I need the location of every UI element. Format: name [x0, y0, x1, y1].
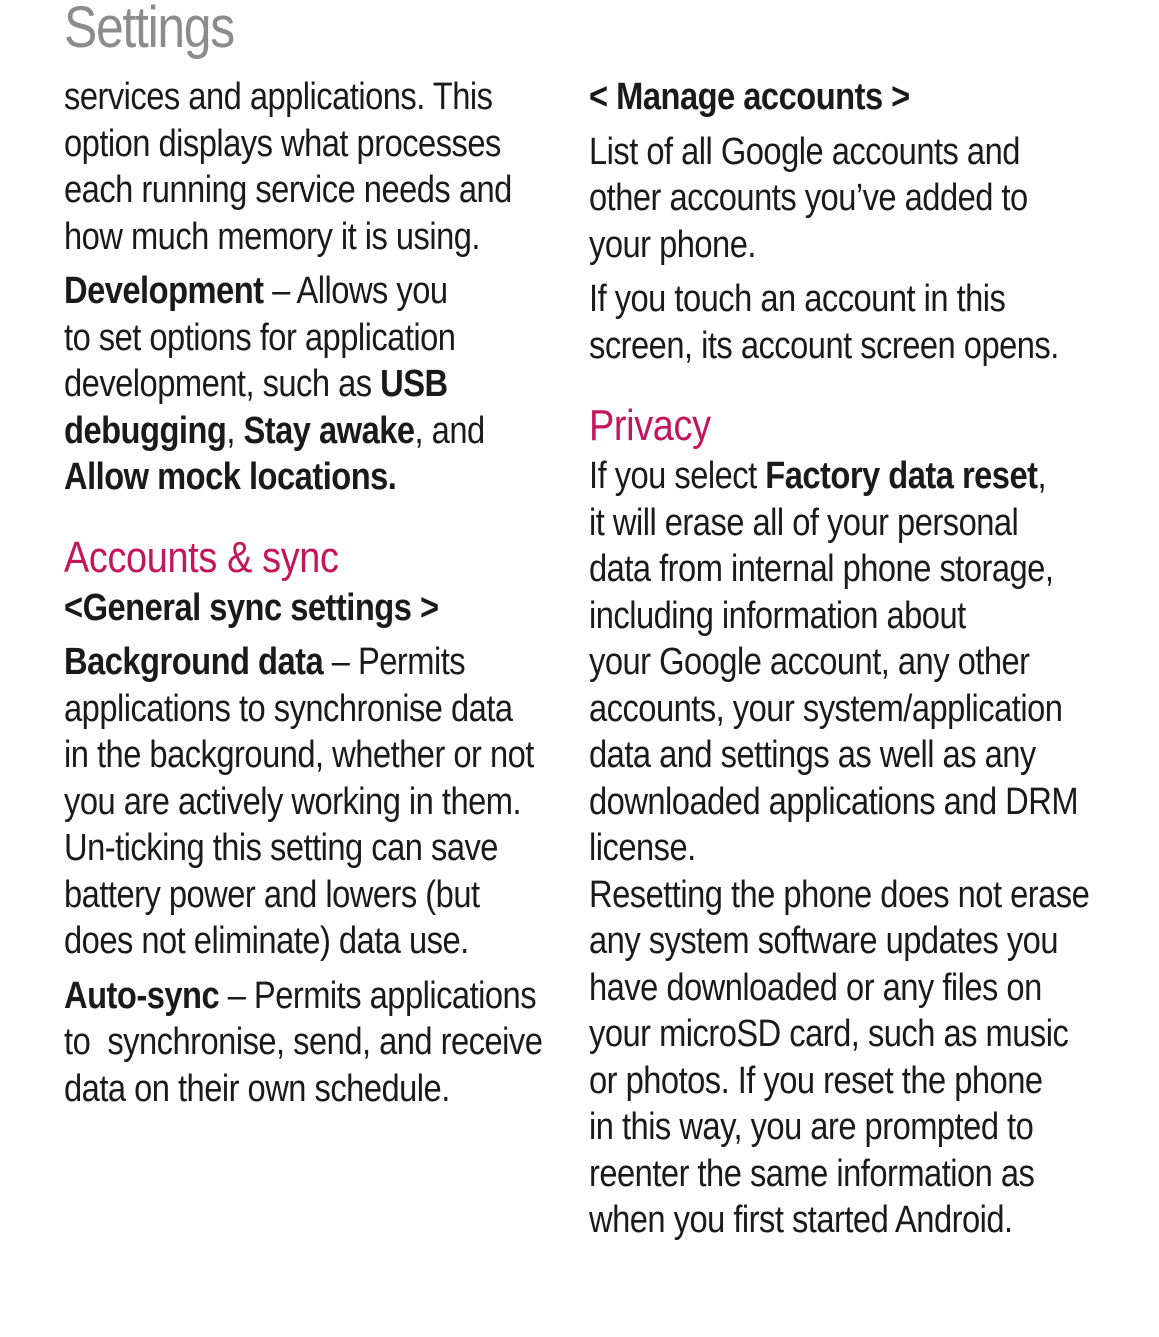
text-line: reenter the same information as: [589, 1152, 1035, 1195]
general-sync-label: <General sync settings >: [64, 586, 439, 629]
text-line: how much memory it is using.: [64, 215, 480, 258]
text-line: If you touch an account in this: [589, 278, 1006, 320]
text-fragment: – Permits applications: [219, 974, 537, 1017]
privacy-heading: Privacy: [589, 401, 711, 450]
text-line: services and applications. This: [64, 76, 493, 118]
left-column: [64, 74, 624, 1112]
text-line: including information about: [589, 594, 966, 637]
touch-account-paragraph: [589, 276, 1071, 369]
manage-accounts-label: < Manage accounts >: [589, 76, 910, 118]
text-line: you are actively working in them.: [64, 780, 522, 823]
text-line: data and settings as well as any: [589, 734, 1036, 776]
text-line: applications to synchronise data: [64, 687, 513, 730]
text-line: to synchronise, send, and receive: [64, 1021, 543, 1063]
text-line: to set options for application: [64, 316, 456, 359]
accounts-sync-heading: Accounts & sync: [64, 532, 339, 582]
manage-accounts-paragraph: [589, 129, 1071, 269]
text-line: Resetting the phone does not erase: [589, 873, 1090, 916]
text-line: or photos. If you reset the phone: [589, 1059, 1043, 1102]
background-data-paragraph: [64, 639, 546, 965]
development-term: Development: [64, 270, 264, 312]
text-line: any system software updates you: [589, 920, 1059, 962]
development-paragraph: [64, 268, 546, 501]
text-line: data from internal phone storage,: [589, 548, 1054, 590]
text-line: in the background, whether or not: [64, 734, 534, 776]
text-line: downloaded applications and DRM: [589, 780, 1079, 823]
text-line: each running service needs and: [64, 169, 512, 211]
text-line: it will erase all of your personal: [589, 501, 1019, 544]
text-line: screen, its account screen opens.: [589, 324, 1059, 367]
usb-term: USB: [380, 363, 448, 405]
text-fragment: , and: [414, 409, 485, 452]
auto-sync-paragraph: [64, 973, 546, 1113]
stay-awake-term: Stay awake: [243, 409, 415, 452]
text-line: your Google account, any other: [589, 641, 1030, 683]
factory-reset-term: Factory data reset: [765, 455, 1038, 497]
text-fragment: ,: [226, 409, 244, 452]
text-fragment: development, such as: [64, 363, 381, 405]
background-data-term: Background data: [64, 641, 324, 683]
text-line: battery power and lowers (but: [64, 873, 480, 916]
auto-sync-term: Auto-sync: [64, 974, 220, 1017]
text-line: license.: [589, 827, 696, 869]
text-fragment: – Permits: [323, 641, 466, 683]
debugging-term: debugging: [64, 409, 227, 452]
text-line: when you first started Android.: [589, 1199, 1013, 1241]
text-line: other accounts you’ve added to: [589, 177, 1028, 219]
text-fragment: If you select: [589, 455, 766, 497]
right-column: [589, 74, 1149, 1244]
text-line: accounts, your system/application: [589, 687, 1063, 730]
manage-accounts-subheading: [589, 74, 1071, 121]
text-fragment: ,: [1037, 455, 1047, 497]
intro-paragraph: [64, 74, 546, 260]
text-line: your phone.: [589, 223, 756, 266]
general-sync-subheading: [64, 585, 546, 632]
allow-mock-term: Allow mock locations.: [64, 456, 397, 498]
text-line: have downloaded or any files on: [589, 966, 1042, 1009]
text-fragment: – Allows you: [263, 270, 448, 312]
text-line: your microSD card, such as music: [589, 1013, 1069, 1055]
text-line: option displays what processes: [64, 122, 501, 165]
text-line: data on their own schedule.: [64, 1067, 450, 1110]
text-line: List of all Google accounts and: [589, 130, 1020, 173]
text-line: does not eliminate) data use.: [64, 920, 469, 962]
text-line: in this way, you are prompted to: [589, 1106, 1034, 1148]
page-title: Settings: [64, 0, 234, 60]
privacy-paragraph: [589, 453, 1090, 1244]
text-line: Un-ticking this setting can save: [64, 827, 498, 869]
